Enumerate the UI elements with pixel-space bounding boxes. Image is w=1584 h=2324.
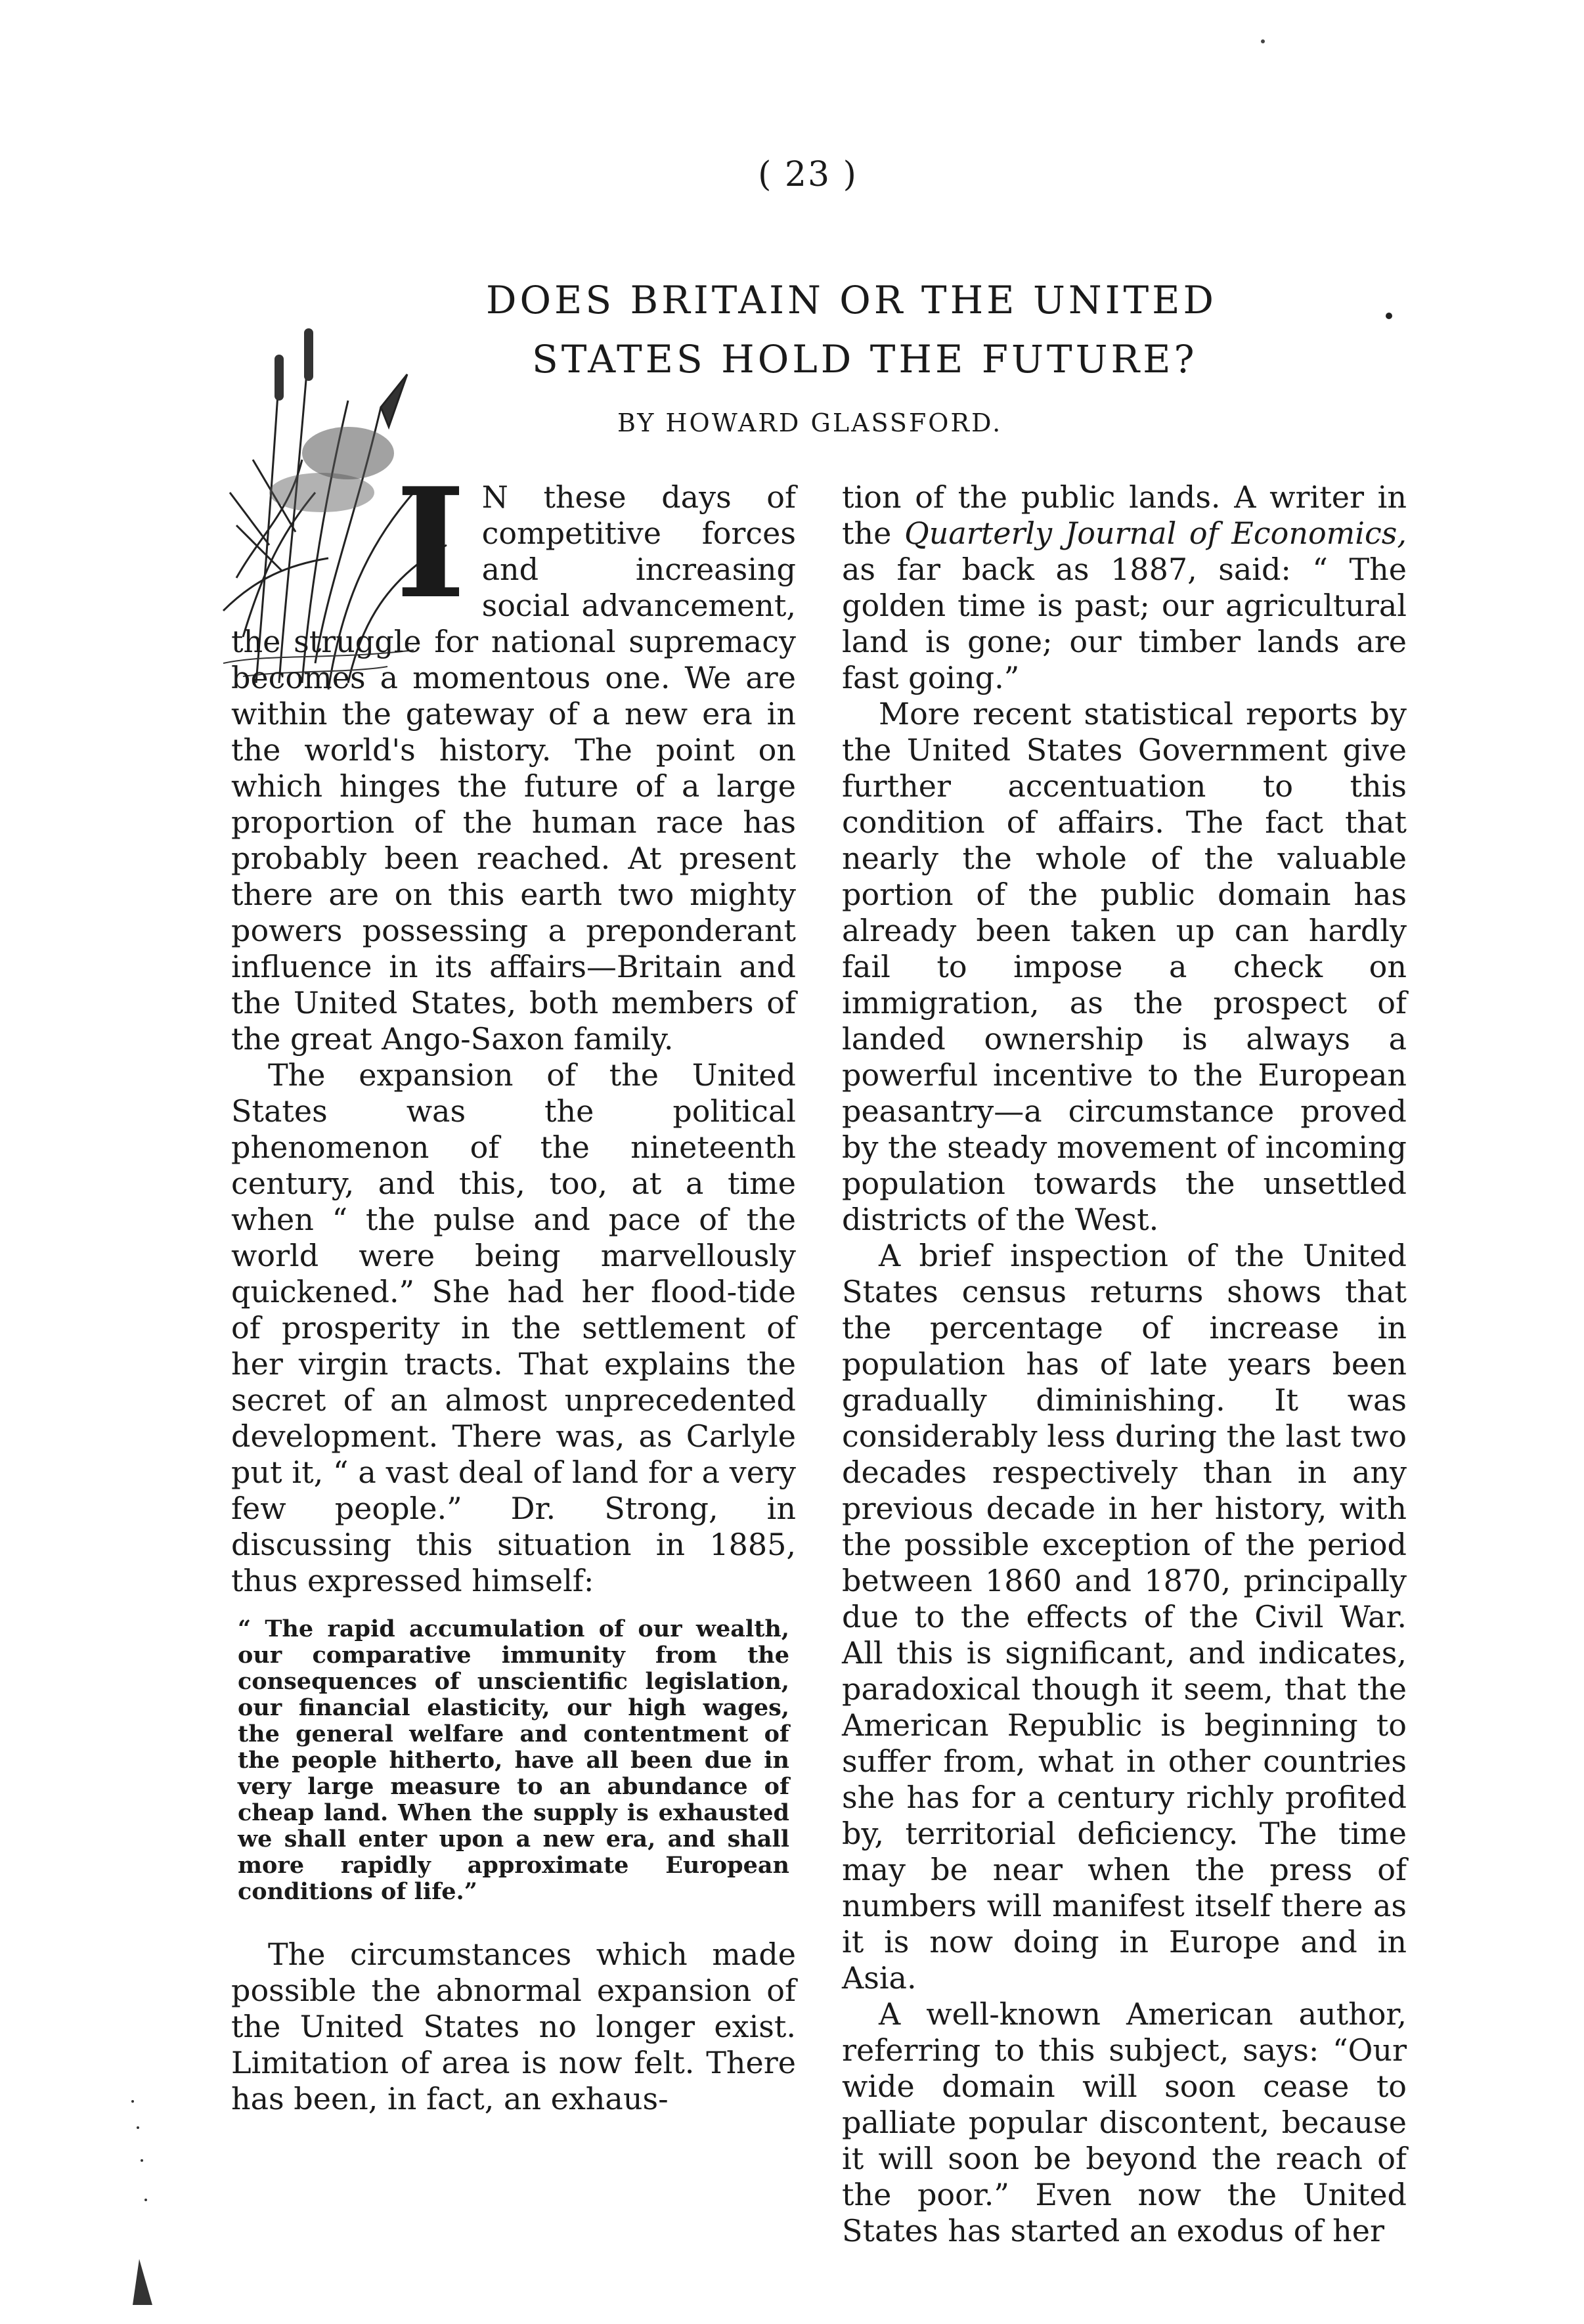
paragraph-circumstances: The circumstances which made possible the abnormal expansion of the United States no longer exist. Limitation of area is now felt. There has been, in fact, an exhaus-	[231, 1937, 796, 2116]
right-column	[842, 479, 1407, 2249]
paragraph-census: A brief inspection of the United States census returns shows that the percentage of increase in population has of late years been gradually diminishing. It was considerably less during the last two decades respectively than in any previous decade in her history, with the possible exception of the period between 1860 and 1870, principally due to the effects of the Civil War. All this is significant, and indicates, paradoxical though it seem, that the American Republic is beginning to suffer from, what in other countries she has for a century richly profited by, territorial deficiency. The time may be near when the press of numbers will manifest itself there as it is now doing in Europe and in Asia.	[842, 1238, 1407, 1996]
title-line-1: DOES BRITAIN OR THE UNITED	[486, 278, 1218, 322]
title-line-2: STATES HOLD THE FUTURE?	[532, 337, 1198, 382]
intro-block	[231, 455, 796, 1057]
drop-cap: I	[395, 455, 466, 632]
ink-speck	[1261, 39, 1265, 43]
paragraph-statistical-reports: More recent statistical reports by the United States Government give further accentuation to this condition of affairs. The fact that nearly the whole of the valuable portion of the public domain has already been taken up can hardly fail to impose a check on immigration, as the prospect of landed ownership is always a powerful incentive to the European peasantry—a circumstance proved by the steady movement of incoming population towards the unsettled districts of the West.	[842, 696, 1407, 1237]
paragraph-public-lands-start: tion of the public lands. A writer in the	[842, 479, 1407, 551]
paragraph-public-lands	[842, 479, 1407, 696]
page-number: ( 23 )	[758, 155, 858, 194]
left-column	[231, 455, 796, 2117]
byline: BY HOWARD GLASSFORD.	[617, 408, 1003, 437]
paragraph-expansion: The expansion of the United States was the political phenomenon of the nineteenth century, and this, too, at a time when “ the pulse and pace of the world were being marvellously quickened.” She had her flood-tide of prosperity in the settlement of her virgin tracts. That explains the secret of an almost unprecedented development. There was, as Carlyle put it, “ a vast deal of land for a very few people.” Dr. Strong, in discussing this situation in 1885, thus expressed himself:	[231, 1057, 796, 1598]
paragraph-public-lands-end: as far back as 1887, said: “ The golden time is past; our agricultural land is gone; our timber lands are fast going.”	[842, 552, 1407, 695]
paragraph-american-author: A well-known American author, referring to this subject, says: “Our wide domain will soon cease to palliate popular discontent, because it will soon be beyond the reach of the poor.” Even now the United States has started an exodus of her	[842, 1996, 1407, 2248]
article-title	[460, 276, 1313, 384]
ink-speck	[1386, 313, 1392, 319]
intro-paragraph: N these days of competitive forces and increasing social advancement, the struggle for national supremacy becomes a momentous one. We are within the gateway of a new era in the world's history. The point on which hinges the future of a large proportion of the human race has probably been reached. At present there are on this earth two mighty powers possessing a preponderant influence in its affairs—Britain and the United States, both members of the great Ango-Saxon family.	[231, 479, 796, 1057]
journal-title: Quarterly Journal of Economics,	[904, 515, 1407, 551]
margin-scan-mark	[120, 2088, 159, 2312]
quoted-passage: “ The rapid accumulation of our wealth, our comparative immunity from the consequences of unscientific legislation, our financial elasticity, our high wages, the general welfare and contentment of the people hitherto, have all been due in very large measure to an abundance of cheap land. When the supply is exhausted we shall enter upon a new era, and shall more rapidly approximate European conditions of life.”	[238, 1615, 789, 1905]
